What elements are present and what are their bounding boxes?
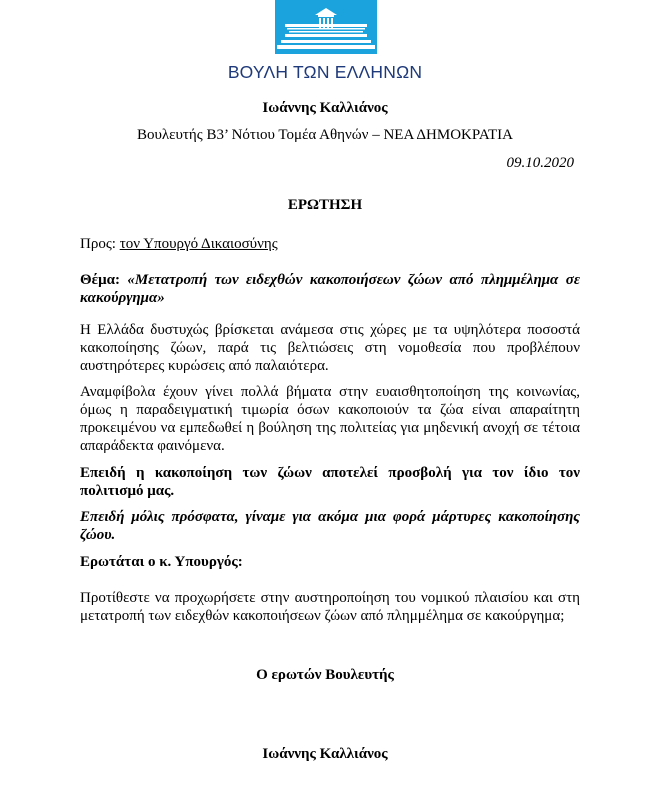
signature-name: Ιωάννης Καλλιάνος [262, 746, 388, 762]
recipient-value: τον Υπουργό Δικαιοσύνης [119, 236, 278, 252]
paragraph-4: Επειδή μόλις πρόσφατα, γίναμε για ακόμα μια φορά μάρτυρες κακοποίησης ζώου. [80, 509, 580, 543]
paragraph-2: Αναμφίβολα έχουν γίνει πολλά βήματα στην ευαισθητοποίηση της κοινωνίας, όμως η παραδειγματική τιμωρία όσων κακοποιούν τα ζώα είναι απαραίτητη προκειμένου να εμπεδωθεί η βούληση της πολιτείας για μηδενική ανοχή σε τέτοια απαράδεκτα φαινόμενα. [80, 384, 580, 454]
recipient-line [80, 235, 580, 253]
recipient-label: Προς: [80, 236, 116, 252]
question-text: Προτίθεστε να προχωρήσετε στην αυστηροποίηση του νομικού πλαισίου και στη μετατροπή των ειδεχθών κακοποιήσεων ζώων από πλημμέλημα σε κακούργημα; [80, 590, 580, 624]
paragraph-3: Επειδή η κακοποίηση των ζώων αποτελεί προσβολή για τον ίδιο τον πολιτισμό μας. [80, 465, 580, 499]
subject-label: Θέμα: [80, 272, 120, 288]
author-name: Ιωάννης Καλλιάνος [262, 100, 388, 116]
question-label: Ερωτάται ο κ. Υπουργός: [80, 554, 243, 570]
author-role: Βουλευτής Β3’ Νότιου Τομέα Αθηνών – ΝΕΑ ΔΗΜΟΚΡΑΤΙΑ [136, 127, 514, 143]
document-date: 09.10.2020 [506, 155, 574, 171]
subject-text: «Μετατροπή των ειδεχθών κακοποιήσεων ζώων από πλημμέλημα σε κακούργημα» [80, 272, 580, 306]
paragraph-1: Η Ελλάδα δυστυχώς βρίσκεται ανάμεσα στις χώρες με τα υψηλότερα ποσοστά κακοποίησης ζώων, παρά τις βελτιώσεις στη νομοθεσία που προβλέπουν αυστηρότερες κυρώσεις από παλαιότερα. [80, 322, 580, 374]
subject-line [80, 271, 580, 307]
institution-name: ΒΟΥΛΗ ΤΩΝ ΕΛΛΗΝΩΝ [227, 62, 423, 82]
document-title: ΕΡΩΤΗΣΗ [287, 197, 363, 213]
signature-label: Ο ερωτών Βουλευτής [256, 667, 394, 683]
greek-parliament-emblem-icon [275, 0, 377, 54]
